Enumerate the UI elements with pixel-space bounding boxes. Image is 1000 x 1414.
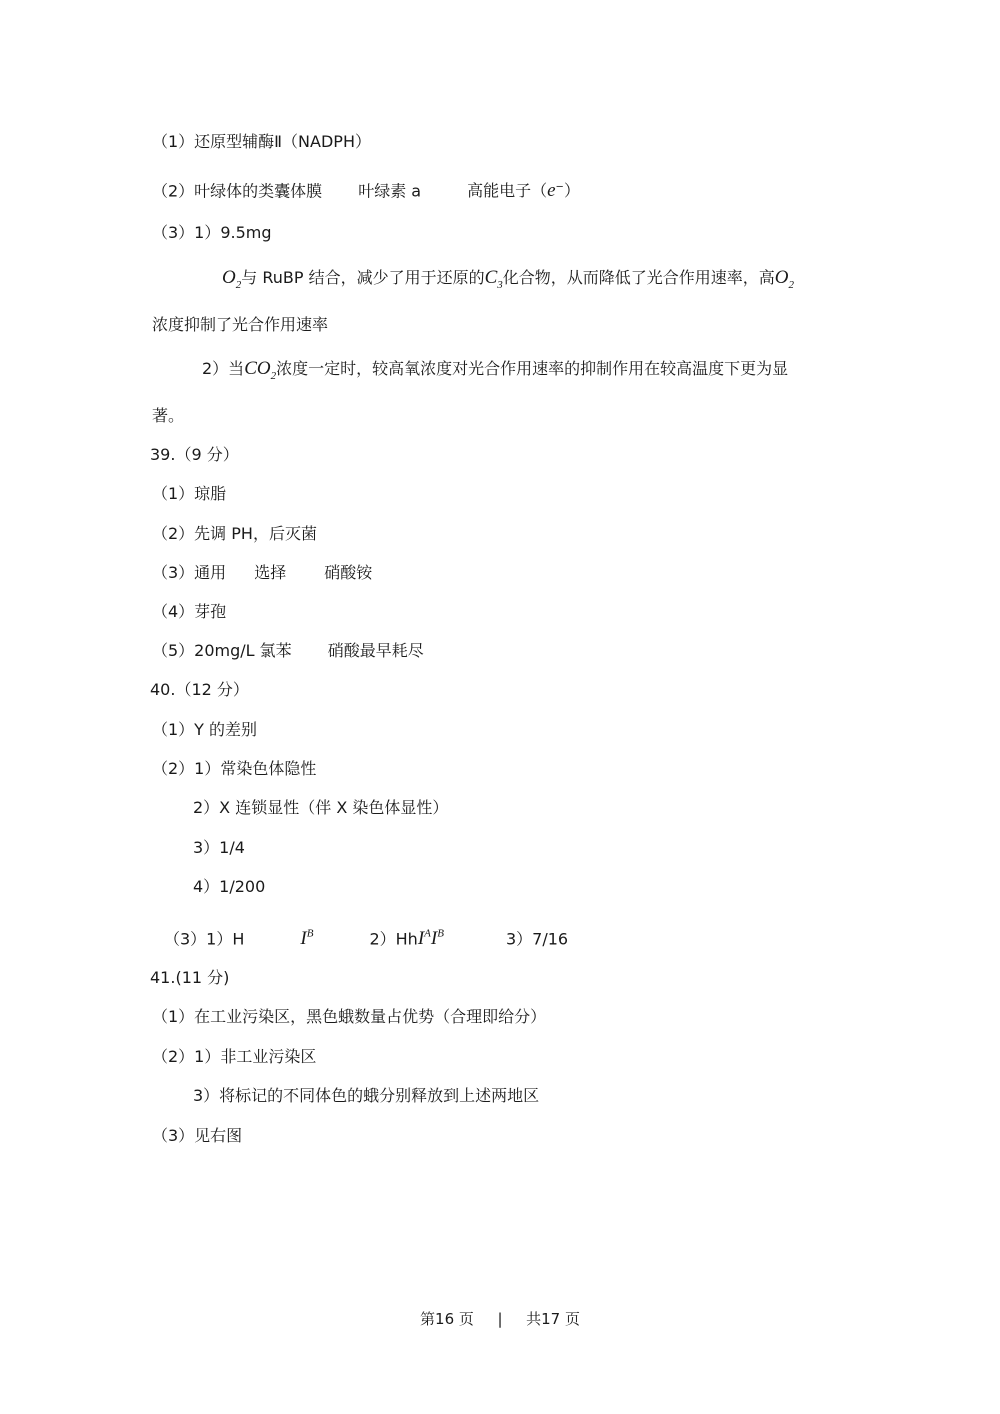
q38-answer-3-head: （3）1）9.5mg xyxy=(152,223,272,242)
q40-answer-2-3: 3）1/4 xyxy=(193,838,245,857)
q39-answer-2: （2）先调 PH，后灭菌 xyxy=(152,524,317,543)
q38-answer-3-line1: $O_2$与 RuBP 结合，减少了用于还原的$C_3$化合物，从而降低了光合作用速率，高$O_2$ xyxy=(222,267,795,291)
q38-answer-3-2: 2）当$CO_2$浓度一定时，较高氧浓度对光合作用速率的抑制作用在较高温度下更为显 xyxy=(202,358,789,382)
q41-answer-2-1: （2）1）非工业污染区 xyxy=(152,1047,317,1066)
q38-answer-2-c: 高能电子（e−） xyxy=(467,180,580,202)
q38-answer-2-b: 叶绿素 a xyxy=(358,181,422,201)
q40-answer-1: （1）Y 的差别 xyxy=(152,720,258,739)
q41-answer-3: （3）见右图 xyxy=(152,1126,243,1145)
q41-answer-2-3: 3）将标记的不同体色的蛾分别释放到上述两地区 xyxy=(193,1086,540,1105)
q41-answer-1: （1）在工业污染区，黑色蛾数量占优势（合理即给分） xyxy=(152,1007,547,1026)
page-footer xyxy=(0,1308,1000,1329)
page-number: 第16 页 xyxy=(420,1310,474,1328)
q38-answer-1: （1）还原型辅酶Ⅱ（NADPH） xyxy=(152,132,371,151)
q38-answer-2-label: （2）叶绿体的类囊体膜 xyxy=(152,181,323,201)
q40-answer-2-2: 2）X 连锁显性（伴 X 染色体显性） xyxy=(193,798,449,817)
q38-answer-3-line2: 浓度抑制了光合作用速率 xyxy=(152,315,329,334)
q40-title: 40.（12 分） xyxy=(150,680,249,699)
q39-answer-5: （5）20mg/L 氯苯 硝酸最早耗尽 xyxy=(152,641,424,660)
q39-answer-1: （1）琼脂 xyxy=(152,484,227,503)
q40-answer-2-1: （2）1）常染色体隐性 xyxy=(152,759,317,778)
page-total: 共17 页 xyxy=(526,1310,580,1328)
q40-answer-3-1: （3）1）H xyxy=(164,929,245,949)
q41-title: 41.(11 分) xyxy=(150,968,230,987)
footer-separator: | xyxy=(497,1310,503,1328)
q40-allele-ib: $I^B$ xyxy=(300,928,314,950)
q39-answer-3: （3）通用 选择 硝酸铵 xyxy=(152,563,373,582)
q39-answer-4: （4）芽孢 xyxy=(152,602,227,621)
q38-answer-3-2-end: 著。 xyxy=(152,406,185,425)
q40-answer-2-4: 4）1/200 xyxy=(193,877,266,896)
q40-answer-3 xyxy=(164,922,568,951)
q40-answer-3-2: 2）Hh xyxy=(369,929,418,949)
q40-answer-3-3: 3）7/16 xyxy=(505,929,569,949)
q38-answer-2 xyxy=(152,176,580,203)
q40-genotype-iaib: $I^AI^B$ xyxy=(417,928,444,950)
q39-title: 39.（9 分） xyxy=(150,445,239,464)
